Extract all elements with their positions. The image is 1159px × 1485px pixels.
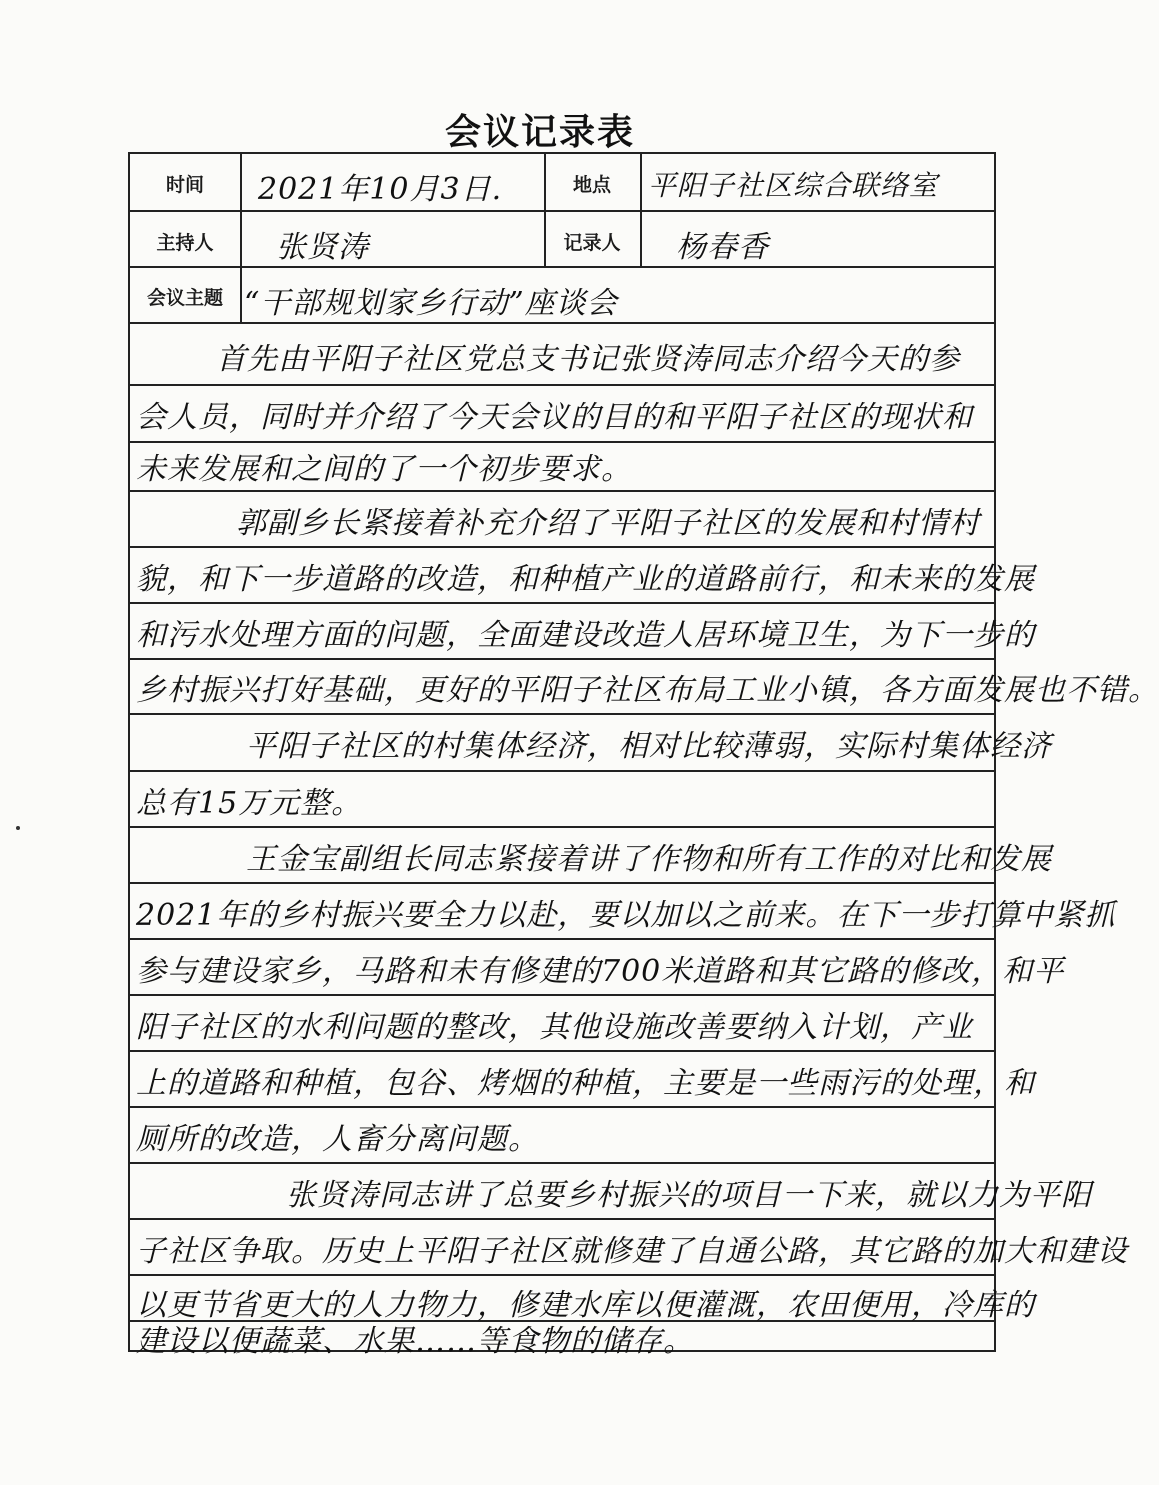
body-line: 上的道路和种植，包谷、烤烟的种植，主要是一些雨污的处理，和 [136, 1066, 1035, 1101]
body-line: 参与建设家乡，马路和未有修建的700米道路和其它路的修改，和平 [136, 954, 1065, 989]
ruled-line [128, 994, 996, 996]
host-value: 张贤涛 [276, 230, 369, 265]
body-line: 子社区争取。历史上平阳子社区就修建了自通公路，其它路的加大和建设 [136, 1234, 1128, 1269]
column-divider [240, 152, 242, 322]
body-line: 会人员，同时并介绍了今天会议的目的和平阳子社区的现状和 [136, 400, 973, 435]
column-divider [640, 152, 642, 266]
body-line: 平阳子社区的村集体经济，相对比较薄弱，实际村集体经济 [246, 729, 1052, 764]
body-line: 阳子社区的水利问题的整改，其他设施改善要纳入计划，产业 [136, 1010, 973, 1045]
ruled-line [128, 546, 996, 548]
ruled-line [128, 826, 996, 828]
topic-label: 会议主题 [146, 287, 223, 309]
host-label: 主持人 [156, 232, 214, 254]
ruled-line [128, 1218, 996, 1220]
recorder-label: 记录人 [563, 232, 621, 254]
ruled-line [128, 441, 996, 443]
body-line: 郭副乡长紧接着补充介绍了平阳子社区的发展和村情村 [236, 506, 980, 541]
time-label: 时间 [165, 174, 204, 196]
body-line: 以更节省更大的人力物力，修建水库以便灌溉，农田便用，冷库的 [136, 1288, 1035, 1323]
body-line: 2021年的乡村振兴要全力以赴，要以加以之前来。在下一步打算中紧抓 [136, 898, 1116, 933]
body-line: 王金宝副组长同志紧接着讲了作物和所有工作的对比和发展 [246, 842, 1052, 877]
ruled-line [128, 1106, 996, 1108]
ruled-line [128, 1050, 996, 1052]
place-label: 地点 [572, 174, 611, 196]
topic-value: “干部规划家乡行动”座谈会 [244, 286, 618, 321]
time-value: 2021年10月3日. [258, 172, 503, 207]
body-line: 张贤涛同志讲了总要乡村振兴的项目一下来，就以力为平阳 [286, 1178, 1092, 1213]
place-value: 平阳子社区综合联络室 [648, 169, 939, 202]
row-divider [128, 210, 996, 212]
body-line: 未来发展和之间的了一个初步要求。 [136, 452, 632, 487]
ruled-line [128, 602, 996, 604]
margin-dot [16, 826, 20, 830]
row-divider [128, 322, 996, 324]
ruled-line [128, 384, 996, 386]
ruled-line [128, 1162, 996, 1164]
ruled-line [128, 1274, 996, 1276]
ruled-line [128, 938, 996, 940]
row-divider [128, 266, 996, 268]
body-line: 乡村振兴打好基础，更好的平阳子社区布局工业小镇，各方面发展也不错。 [136, 673, 1159, 708]
body-line: 和污水处理方面的问题，全面建设改造人居环境卫生，为下一步的 [136, 618, 1035, 653]
body-line: 首先由平阳子社区党总支书记张贤涛同志介绍今天的参 [216, 342, 960, 377]
body-line: 貌，和下一步道路的改造，和种植产业的道路前行，和未来的发展 [136, 562, 1035, 597]
ruled-line [128, 658, 996, 660]
ruled-line [128, 713, 996, 715]
ruled-line [128, 770, 996, 772]
recorder-value: 杨春香 [676, 230, 769, 265]
body-line: 建设以便蔬菜、水果……等食物的储存。 [136, 1324, 694, 1359]
ruled-line [128, 882, 996, 884]
page-title: 会议记录表 [444, 112, 635, 153]
body-line: 总有15万元整。 [136, 786, 363, 821]
ruled-line [128, 490, 996, 492]
body-line: 厕所的改造，人畜分离问题。 [136, 1122, 539, 1157]
